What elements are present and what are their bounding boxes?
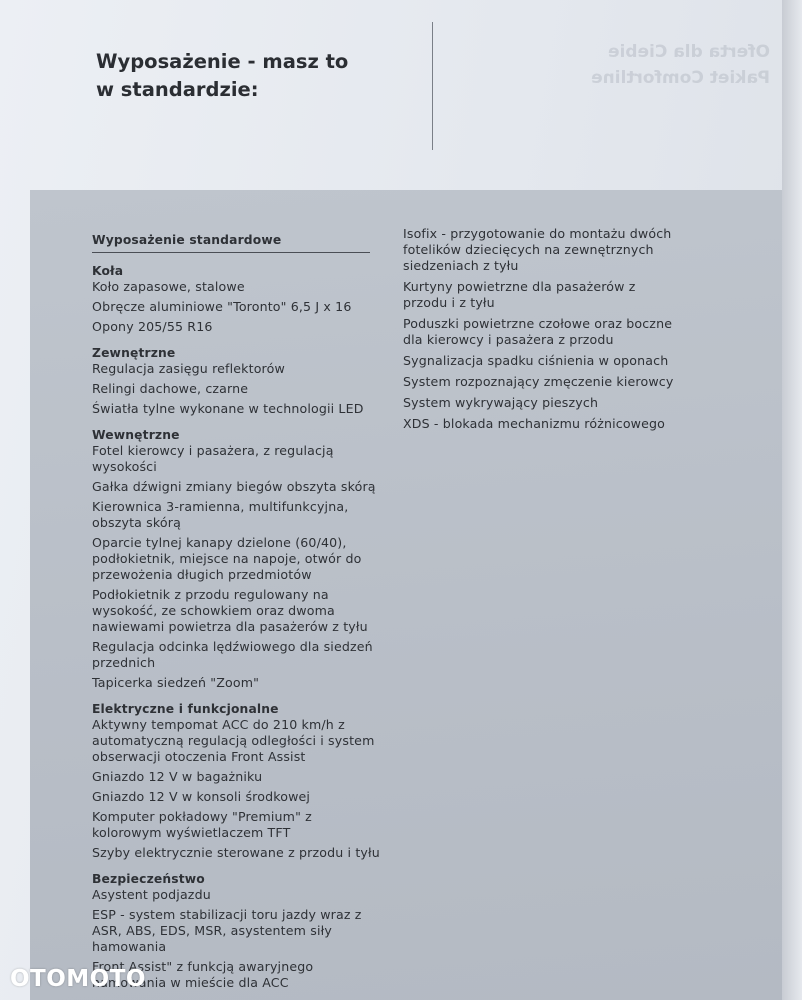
equipment-item: Oparcie tylnej kanapy dzielone (60/40), podłokietnik, miejsce na napoje, otwór do przewożenia długich przedmiotów bbox=[92, 535, 362, 582]
equipment-item: Regulacja odcinka lędźwiowego dla siedzeń przednich bbox=[92, 639, 373, 670]
equipment-section bbox=[92, 345, 384, 417]
equipment-item: Szyby elektrycznie sterowane z przodu i tyłu bbox=[92, 845, 380, 860]
equipment-item: Komputer pokładowy "Premium" z kolorowym wyświetlaczem TFT bbox=[92, 809, 312, 840]
equipment-item: Opony 205/55 R16 bbox=[92, 319, 213, 334]
equipment-item: Sygnalizacja spadku ciśnienia w oponach bbox=[403, 353, 669, 368]
equipment-item: Koło zapasowe, stalowe bbox=[92, 279, 245, 294]
equipment-item: Obręcze aluminiowe "Toronto" 6,5 J x 16 bbox=[92, 299, 352, 314]
bleed-line-1: Oferta dla Ciebie bbox=[607, 42, 770, 62]
section-title: Bezpieczeństwo bbox=[92, 872, 205, 886]
equipment-item: Fotel kierowcy i pasażera, z regulacją wysokości bbox=[92, 443, 334, 474]
equipment-item: System rozpoznający zmęczenie kierowcy bbox=[403, 374, 674, 389]
equipment-left-column bbox=[92, 232, 384, 995]
equipment-item: Relingi dachowe, czarne bbox=[92, 381, 249, 396]
equipment-item: Podłokietnik z przodu regulowany na wysokość, ze schowkiem oraz dwoma nawiewami powietrza dla pasażerów z tyłu bbox=[92, 587, 368, 634]
section-title: Zewnętrzne bbox=[92, 346, 176, 360]
equipment-item: Aktywny tempomat ACC do 210 km/h z automatyczną regulacją odległości i system obserwacji otoczenia Front Assist bbox=[92, 717, 375, 764]
page-title bbox=[96, 48, 416, 104]
equipment-item: Asystent podjazdu bbox=[92, 887, 211, 902]
equipment-item: Poduszki powietrzne czołowe oraz boczne dla kierowcy i pasażera z przodu bbox=[403, 316, 673, 347]
standard-equipment-heading: Wyposażenie standardowe bbox=[92, 232, 370, 253]
section-title: Elektryczne i funkcjonalne bbox=[92, 702, 279, 716]
equipment-item: Kurtyny powietrzne dla pasażerów z przodu i z tyłu bbox=[403, 279, 636, 310]
equipment-item: System wykrywający pieszych bbox=[403, 395, 599, 410]
equipment-item: Światła tylne wykonane w technologii LED bbox=[92, 401, 364, 416]
equipment-item: Gniazdo 12 V w bagażniku bbox=[92, 769, 263, 784]
equipment-item: Kierownica 3-ramienna, multifunkcyjna, obszyta skórą bbox=[92, 499, 349, 530]
equipment-item: Gniazdo 12 V w konsoli środkowej bbox=[92, 789, 311, 804]
page-title-line-1: Wyposażenie - masz to bbox=[96, 50, 349, 73]
equipment-item: XDS - blokada mechanizmu różnicowego bbox=[403, 416, 666, 431]
equipment-item: ESP - system stabilizacji toru jazdy wraz z ASR, ABS, EDS, MSR, asystentem siły hamowania bbox=[92, 907, 362, 954]
equipment-right-column bbox=[403, 226, 677, 437]
equipment-section bbox=[92, 427, 384, 691]
equipment-item: Isofix - przygotowanie do montażu dwóch fotelików dziecięcych na zewnętrznych siedzeniach z tyłu bbox=[403, 226, 672, 273]
equipment-item: Regulacja zasięgu reflektorów bbox=[92, 361, 285, 376]
equipment-item: Front Assist" z funkcją awaryjnego hamowania w mieście dla ACC bbox=[92, 959, 314, 990]
section-title: Wewnętrzne bbox=[92, 428, 180, 442]
bleed-through-text bbox=[470, 40, 770, 150]
otomoto-watermark: OTOMOTO bbox=[10, 966, 146, 992]
equipment-item: Tapicerka siedzeń "Zoom" bbox=[92, 675, 260, 690]
paper-edge bbox=[782, 0, 802, 1000]
section-title: Koła bbox=[92, 264, 124, 278]
bleed-line-2: Pakiet Comfortline bbox=[591, 67, 770, 88]
divider-line bbox=[432, 22, 433, 150]
equipment-section bbox=[92, 701, 384, 861]
equipment-section bbox=[92, 263, 384, 335]
equipment-item: Gałka dźwigni zmiany biegów obszyta skórą bbox=[92, 479, 376, 494]
page-title-line-2: w standardzie: bbox=[96, 78, 259, 101]
